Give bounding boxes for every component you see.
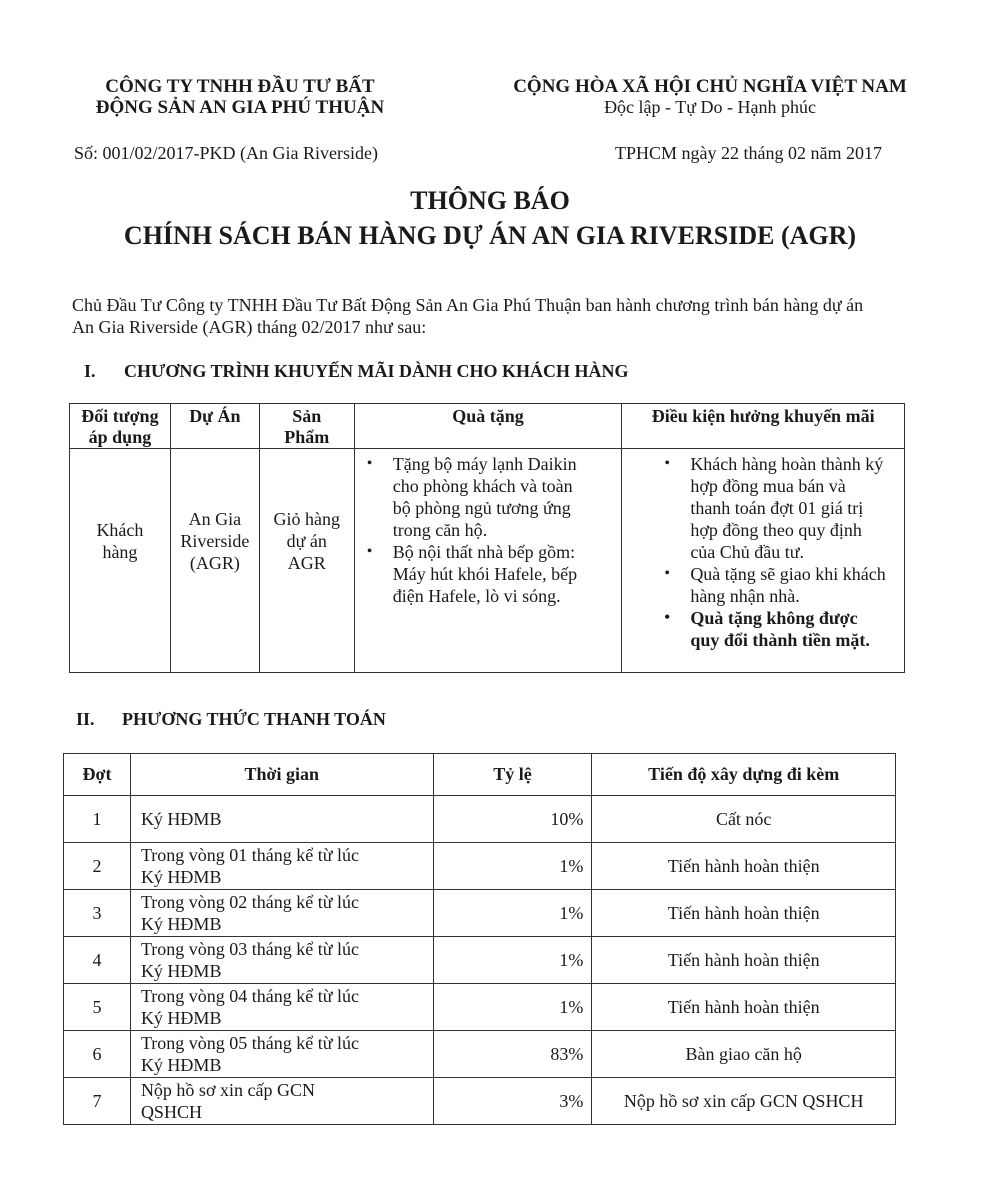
cell-text: Giỏ hàng bbox=[273, 508, 341, 529]
condition-line: • Khách hàng hoàn thành ký bbox=[690, 454, 884, 474]
promotion-table bbox=[69, 403, 905, 673]
cell-product bbox=[259, 449, 354, 673]
cell-installment: 7 bbox=[64, 1078, 131, 1125]
cell-installment: 1 bbox=[64, 796, 131, 843]
condition-list bbox=[622, 453, 904, 651]
cell-timing bbox=[130, 1031, 433, 1078]
gift-line: • Tặng bộ máy lạnh Daikin bbox=[392, 454, 577, 474]
section-number: I. bbox=[84, 361, 96, 381]
timing-line: Ký HĐMB bbox=[140, 809, 222, 829]
gift-line: trong căn hộ. bbox=[392, 520, 488, 540]
condition-line: hợp đồng mua bán và bbox=[690, 476, 846, 496]
header-condition bbox=[622, 404, 905, 449]
cell-progress: Bàn giao căn hộ bbox=[592, 1031, 896, 1078]
company-name-line2: ĐỘNG SẢN AN GIA PHÚ THUẬN bbox=[95, 97, 385, 118]
section-number: II. bbox=[76, 709, 95, 729]
cell-project bbox=[170, 449, 259, 673]
cell-installment: 4 bbox=[64, 937, 131, 984]
cell-progress: Tiến hành hoàn thiện bbox=[592, 843, 896, 890]
header-text: Sản bbox=[292, 406, 322, 426]
cell-progress: Tiến hành hoàn thiện bbox=[592, 937, 896, 984]
condition-line: • Quà tặng sẽ giao khi khách bbox=[690, 564, 886, 584]
header-installment: Đợt bbox=[64, 754, 131, 796]
cell-ratio: 83% bbox=[433, 1031, 592, 1078]
cell-text: (AGR) bbox=[189, 552, 240, 573]
table-header-row bbox=[64, 754, 896, 796]
cell-timing bbox=[130, 1078, 433, 1125]
national-header bbox=[480, 76, 940, 118]
condition-item bbox=[690, 607, 896, 651]
table-row bbox=[64, 1078, 896, 1125]
header-ratio: Tỷ lệ bbox=[433, 754, 592, 796]
cell-timing bbox=[130, 796, 433, 843]
cell-progress: Tiến hành hoàn thiện bbox=[592, 984, 896, 1031]
condition-line: của Chủ đầu tư. bbox=[690, 542, 805, 562]
cell-ratio: 3% bbox=[433, 1078, 592, 1125]
cell-ratio: 1% bbox=[433, 984, 592, 1031]
timing-line: QSHCH bbox=[140, 1102, 202, 1122]
table-row bbox=[64, 984, 896, 1031]
condition-line: hàng nhận nhà. bbox=[690, 586, 800, 606]
cell-text: An Gia bbox=[188, 508, 242, 529]
condition-line: quy đổi thành tiền mặt. bbox=[690, 630, 870, 650]
header-project bbox=[170, 404, 259, 449]
condition-line: hợp đồng theo quy định bbox=[690, 520, 862, 540]
cell-text: hàng bbox=[102, 541, 138, 562]
timing-line: Nộp hồ sơ xin cấp GCN bbox=[140, 1080, 315, 1100]
cell-timing bbox=[130, 843, 433, 890]
cell-progress: Cất nóc bbox=[592, 796, 896, 843]
intro-paragraph bbox=[72, 294, 922, 338]
cell-ratio: 1% bbox=[433, 890, 592, 937]
cell-text: AGR bbox=[287, 552, 326, 573]
section-title: PHƯƠNG THỨC THANH TOÁN bbox=[122, 709, 386, 729]
timing-line: Trong vòng 04 tháng kể từ lúc bbox=[140, 986, 360, 1006]
header-text: Điều kiện hưởng khuyến mãi bbox=[651, 406, 875, 426]
timing-line: Ký HĐMB bbox=[140, 867, 222, 887]
header-text: Phẩm bbox=[284, 427, 330, 447]
cell-progress: Tiến hành hoàn thiện bbox=[592, 890, 896, 937]
timing-line: Ký HĐMB bbox=[140, 961, 222, 981]
table-row bbox=[64, 796, 896, 843]
header-text: áp dụng bbox=[88, 427, 152, 447]
cell-ratio: 1% bbox=[433, 937, 592, 984]
cell-timing bbox=[130, 984, 433, 1031]
cell-gifts bbox=[354, 449, 622, 673]
timing-line: Ký HĐMB bbox=[140, 1055, 222, 1075]
gift-line: • Bộ nội thất nhà bếp gồm: bbox=[392, 542, 576, 562]
header-target bbox=[70, 404, 171, 449]
gift-line: điện Hafele, lò vi sóng. bbox=[392, 586, 561, 606]
condition-item bbox=[690, 563, 896, 607]
timing-line: Trong vòng 05 tháng kể từ lúc bbox=[140, 1033, 360, 1053]
header-product bbox=[259, 404, 354, 449]
timing-line: Trong vòng 02 tháng kể từ lúc bbox=[140, 892, 360, 912]
gift-line: bộ phòng ngủ tương ứng bbox=[392, 498, 571, 518]
table-row bbox=[64, 1031, 896, 1078]
document-date: TPHCM ngày 22 tháng 02 năm 2017 bbox=[615, 143, 882, 163]
payment-table bbox=[63, 753, 896, 1125]
timing-line: Trong vòng 03 tháng kể từ lúc bbox=[140, 939, 360, 959]
condition-line: • Quà tặng không được bbox=[690, 608, 858, 628]
cell-installment: 5 bbox=[64, 984, 131, 1031]
cell-installment: 6 bbox=[64, 1031, 131, 1078]
cell-timing bbox=[130, 937, 433, 984]
cell-progress: Nộp hồ sơ xin cấp GCN QSHCH bbox=[592, 1078, 896, 1125]
table-row bbox=[64, 843, 896, 890]
company-name-line1: CÔNG TY TNHH ĐẦU TƯ BẤT bbox=[105, 76, 375, 97]
national-motto: Độc lập - Tự Do - Hạnh phúc bbox=[604, 97, 816, 117]
gift-line: Máy hút khói Hafele, bếp bbox=[392, 564, 578, 584]
gift-list bbox=[355, 453, 622, 607]
header-text: Dự Án bbox=[189, 406, 241, 426]
cell-conditions bbox=[622, 449, 905, 673]
cell-ratio: 10% bbox=[433, 796, 592, 843]
document-title: THÔNG BÁO bbox=[410, 186, 570, 215]
header-gift bbox=[354, 404, 622, 449]
table-row bbox=[70, 449, 905, 673]
cell-text: Riverside bbox=[180, 530, 250, 551]
section-1-heading bbox=[84, 361, 629, 382]
cell-target bbox=[70, 449, 171, 673]
condition-line: thanh toán đợt 01 giá trị bbox=[690, 498, 864, 518]
cell-text: Khách bbox=[96, 519, 144, 540]
timing-line: Trong vòng 01 tháng kể từ lúc bbox=[140, 845, 360, 865]
timing-line: Ký HĐMB bbox=[140, 1008, 222, 1028]
reference-number: Số: 001/02/2017-PKD (An Gia Riverside) bbox=[74, 143, 378, 163]
gift-item bbox=[393, 541, 614, 607]
section-title: CHƯƠNG TRÌNH KHUYẾN MÃI DÀNH CHO KHÁCH HÀNG bbox=[124, 361, 629, 381]
header-text: Quà tặng bbox=[452, 406, 524, 426]
cell-timing bbox=[130, 890, 433, 937]
company-name bbox=[60, 76, 420, 118]
gift-line: cho phòng khách và toàn bbox=[392, 476, 573, 496]
table-header-row bbox=[70, 404, 905, 449]
header-timing: Thời gian bbox=[130, 754, 433, 796]
cell-ratio: 1% bbox=[433, 843, 592, 890]
cell-installment: 3 bbox=[64, 890, 131, 937]
gift-item bbox=[393, 453, 614, 541]
header-progress: Tiến độ xây dựng đi kèm bbox=[592, 754, 896, 796]
section-2-heading bbox=[76, 709, 386, 730]
table-row bbox=[64, 890, 896, 937]
national-title: CỘNG HÒA XÃ HỘI CHỦ NGHĨA VIỆT NAM bbox=[513, 76, 907, 97]
document-subtitle: CHÍNH SÁCH BÁN HÀNG DỰ ÁN AN GIA RIVERSIDE (AGR) bbox=[123, 221, 857, 250]
cell-installment: 2 bbox=[64, 843, 131, 890]
table-row bbox=[64, 937, 896, 984]
header-text: Đối tượng bbox=[81, 406, 159, 426]
timing-line: Ký HĐMB bbox=[140, 914, 222, 934]
condition-item bbox=[690, 453, 896, 563]
intro-line: Chủ Đầu Tư Công ty TNHH Đầu Tư Bất Động Sản An Gia Phú Thuận ban hành chương trình bán hàng dự án bbox=[72, 295, 864, 315]
intro-line: An Gia Riverside (AGR) tháng 02/2017 như sau: bbox=[72, 317, 427, 337]
cell-text: dự án bbox=[286, 530, 327, 551]
